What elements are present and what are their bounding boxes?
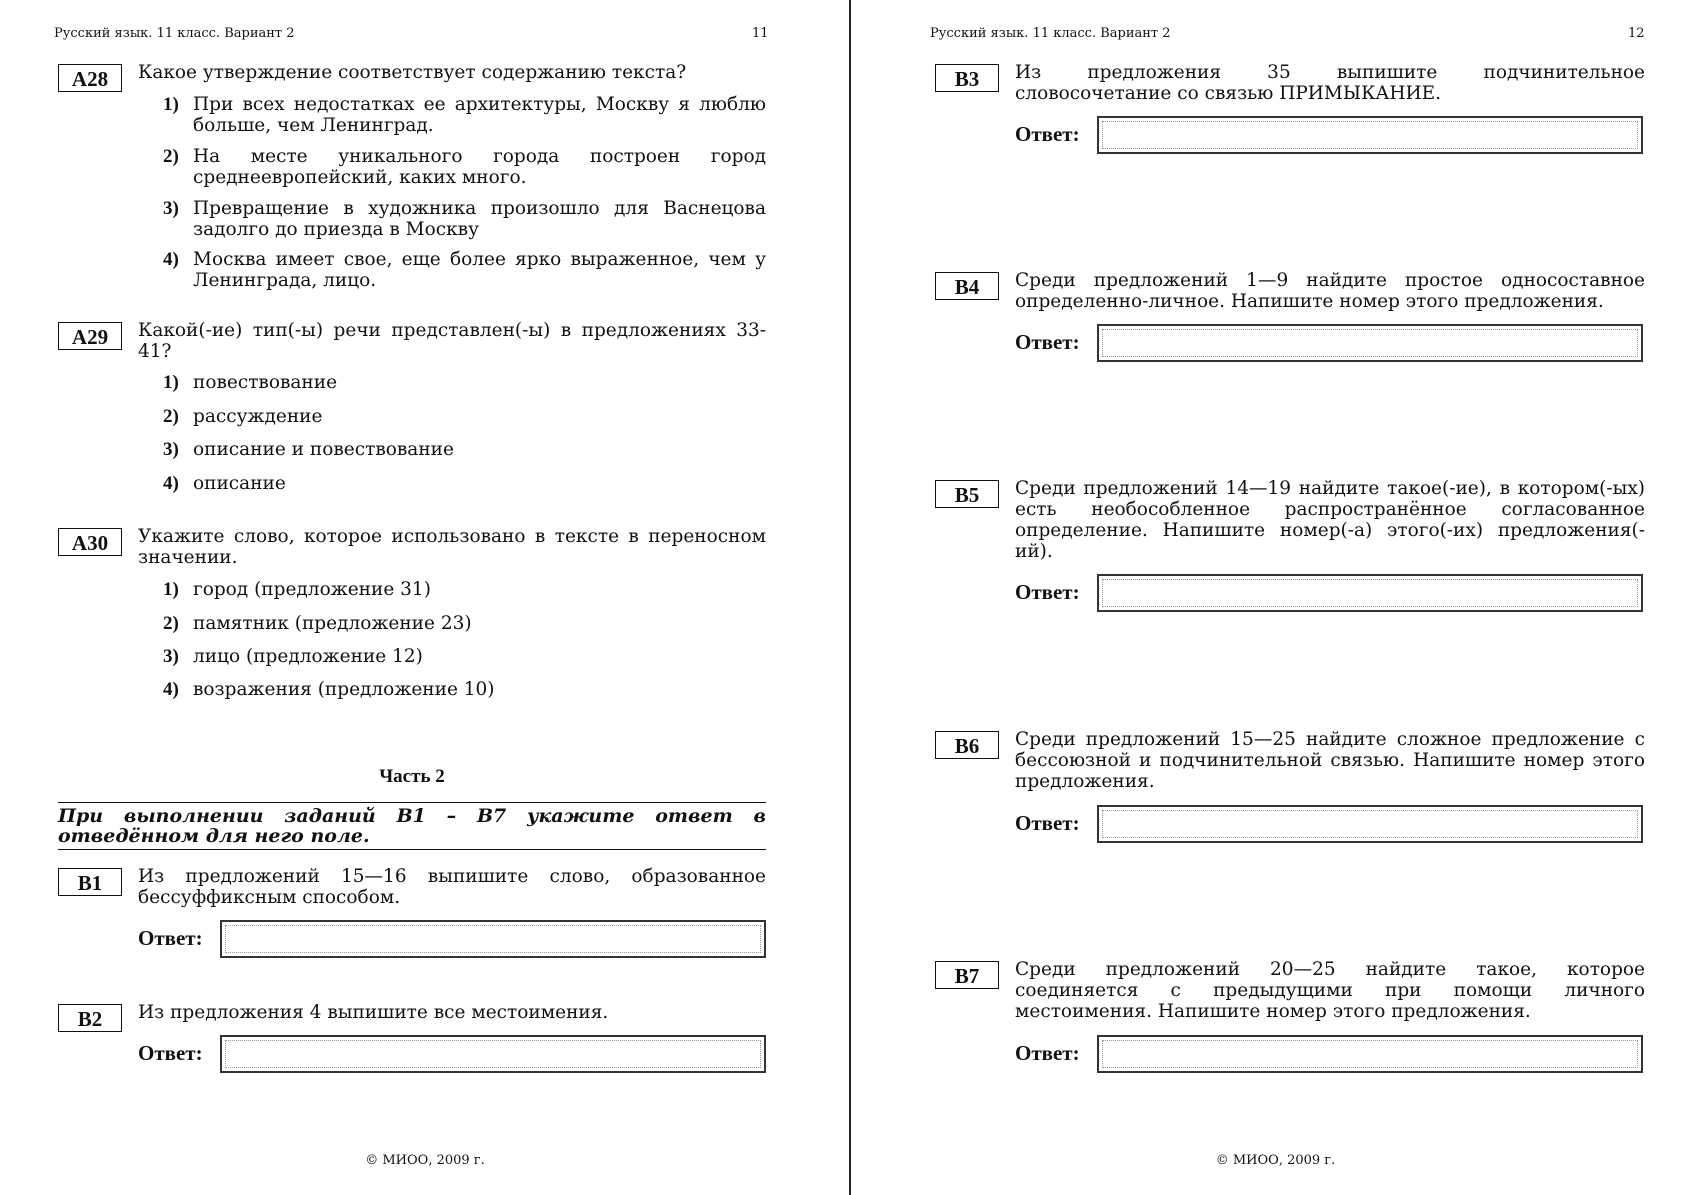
option-number: 3) bbox=[163, 646, 179, 667]
task-text: Среди предложений 1—9 найдите простое односоставное определенно-личное. Напишите номер этого предложения. bbox=[1015, 270, 1645, 312]
header-title: Русский язык. 11 класс. Вариант 2 bbox=[930, 26, 1171, 41]
option-text: Превращение в художника произошло для Васнецова задолго до приезда в Москву bbox=[193, 198, 766, 240]
answer-label: Ответ: bbox=[1015, 811, 1080, 835]
task-label: В6 bbox=[935, 731, 999, 759]
answer-row bbox=[1015, 116, 1645, 154]
task-label: А28 bbox=[58, 64, 122, 92]
part-instruction: При выполнении заданий В1 – В7 укажите ответ в отведённом для него поле. bbox=[58, 802, 766, 850]
option-number: 3) bbox=[163, 439, 179, 460]
answer-row bbox=[138, 920, 766, 958]
task-label: А29 bbox=[58, 322, 122, 350]
answer-field[interactable] bbox=[220, 920, 766, 958]
option-text: город (предложение 31) bbox=[193, 579, 431, 600]
task-text: Из предложений 15—16 выпишите слово, образованное бессуффиксным способом. bbox=[138, 866, 766, 908]
answer-row bbox=[1015, 805, 1645, 843]
option-number: 2) bbox=[163, 406, 179, 427]
page-right bbox=[851, 0, 1700, 1195]
answer-field[interactable] bbox=[1097, 805, 1643, 843]
answer-label: Ответ: bbox=[1015, 330, 1080, 354]
answer-field[interactable] bbox=[1097, 1035, 1643, 1073]
answer-field[interactable] bbox=[220, 1035, 766, 1073]
page-footer: © МИОО, 2009 г. bbox=[365, 1153, 485, 1168]
option-number: 1) bbox=[163, 372, 179, 393]
answer-row bbox=[1015, 324, 1645, 362]
answer-label: Ответ: bbox=[138, 926, 203, 950]
option-number: 1) bbox=[163, 94, 179, 115]
option-number: 3) bbox=[163, 198, 179, 219]
answer-field[interactable] bbox=[1097, 116, 1643, 154]
page-number: 12 bbox=[1628, 26, 1645, 41]
option-text: рассуждение bbox=[193, 406, 323, 427]
task-label: В7 bbox=[935, 961, 999, 989]
task-label: В5 bbox=[935, 480, 999, 508]
option-number: 4) bbox=[163, 473, 179, 494]
task-text: Среди предложений 14—19 найдите такое(-ие), в котором(-ых) есть необособленное распространённое согласованное определение. Напишите номер(-а) этого(-их) предложения(-ий). bbox=[1015, 478, 1645, 562]
task-label: В1 bbox=[58, 868, 122, 896]
task-text: Из предложения 4 выпишите все местоимения. bbox=[138, 1002, 609, 1023]
answer-label: Ответ: bbox=[138, 1041, 203, 1065]
part-title: Часть 2 bbox=[379, 766, 445, 787]
task-label: В2 bbox=[58, 1004, 122, 1032]
option-text: памятник (предложение 23) bbox=[193, 613, 472, 634]
option-number: 4) bbox=[163, 679, 179, 700]
task-text: Среди предложений 15—25 найдите сложное предложение с бессоюзной и подчинительной связью. Напишите номер этого предложения. bbox=[1015, 729, 1645, 792]
option-text: возражения (предложение 10) bbox=[193, 679, 495, 700]
answer-row bbox=[1015, 1035, 1645, 1073]
option-number: 1) bbox=[163, 579, 179, 600]
answer-label: Ответ: bbox=[1015, 122, 1080, 146]
task-text: Среди предложений 20—25 найдите такое, которое соединяется с предыдущими при помощи личного местоимения. Напишите номер этого предложения. bbox=[1015, 959, 1645, 1022]
answer-label: Ответ: bbox=[1015, 580, 1080, 604]
page-footer: © МИОО, 2009 г. bbox=[1215, 1153, 1336, 1168]
answer-field[interactable] bbox=[1097, 324, 1643, 362]
task-text: Из предложения 35 выпишите подчинительное словосочетание со связью ПРИМЫКАНИЕ. bbox=[1015, 62, 1645, 104]
option-text: повествование bbox=[193, 372, 338, 393]
page-number: 11 bbox=[752, 26, 769, 41]
answer-row bbox=[1015, 574, 1645, 612]
option-text: описание bbox=[193, 473, 286, 494]
option-text: На месте уникального города построен город среднеевропейский, каких много. bbox=[193, 146, 766, 188]
option-number: 2) bbox=[163, 613, 179, 634]
option-text: описание и повествование bbox=[193, 439, 454, 460]
answer-label: Ответ: bbox=[1015, 1041, 1080, 1065]
answer-field[interactable] bbox=[1097, 574, 1643, 612]
option-text: лицо (предложение 12) bbox=[193, 646, 423, 667]
option-number: 2) bbox=[163, 146, 179, 167]
task-text: Какой(-ие) тип(-ы) речи представлен(-ы) в предложениях 33-41? bbox=[138, 320, 766, 362]
header-title: Русский язык. 11 класс. Вариант 2 bbox=[54, 26, 295, 41]
answer-row bbox=[138, 1035, 766, 1073]
option-number: 4) bbox=[163, 249, 179, 270]
option-text: Москва имеет свое, еще более ярко выраженное, чем у Ленинграда, лицо. bbox=[193, 249, 766, 291]
task-label: А30 bbox=[58, 528, 122, 556]
task-label: В4 bbox=[935, 272, 999, 300]
option-text: При всех недостатках ее архитектуры, Москву я люблю больше, чем Ленинград. bbox=[193, 94, 766, 136]
task-label: В3 bbox=[935, 64, 999, 92]
task-text: Укажите слово, которое использовано в тексте в переносном значении. bbox=[138, 526, 766, 568]
task-text: Какое утверждение соответствует содержанию текста? bbox=[138, 62, 687, 83]
